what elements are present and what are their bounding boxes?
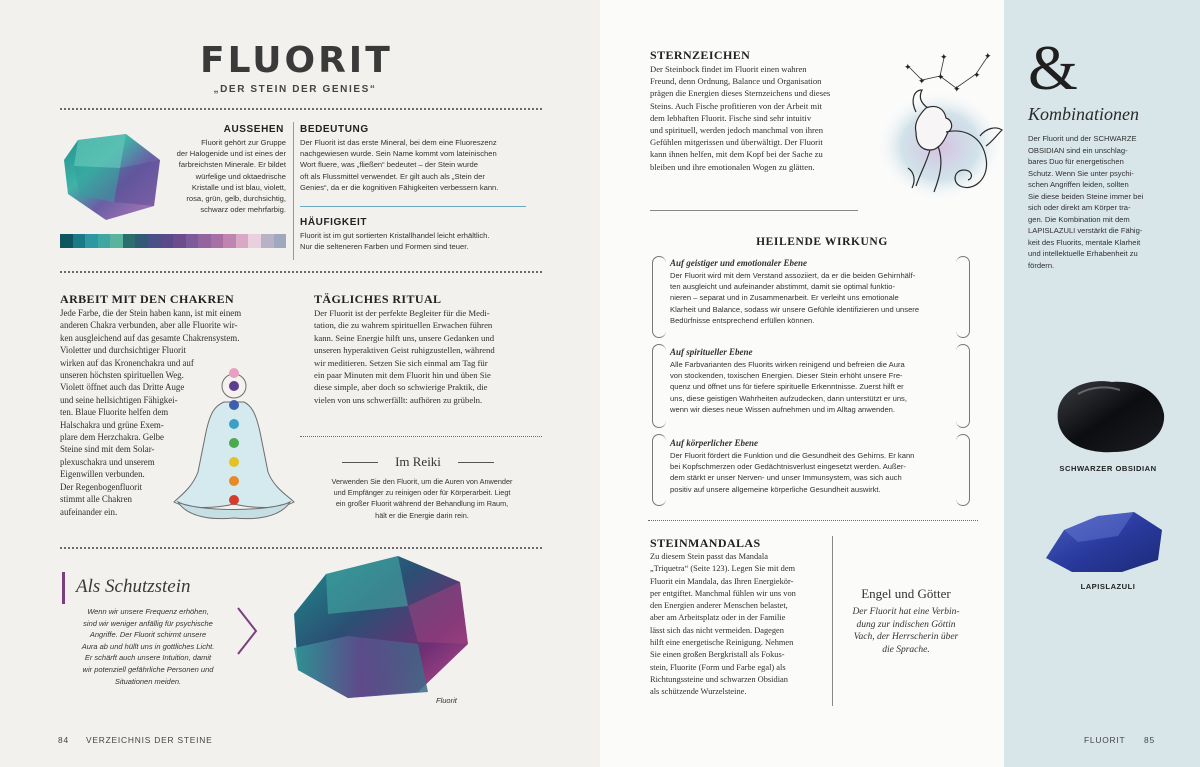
text-line: und Empfänger zu reinigen oder für Körperarbeit. Liegt xyxy=(333,488,511,498)
section-rule xyxy=(300,206,526,207)
text-line: Richtungssteine und schwarzen Obsidian xyxy=(650,674,788,684)
svg-text:✦: ✦ xyxy=(953,85,961,95)
text-line: hält er die Energie darin rein. xyxy=(375,510,469,520)
text-line: Eigenwillen verbunden. xyxy=(60,469,145,480)
meditation-figure-illustration xyxy=(168,362,298,530)
text-line: fördern. xyxy=(1028,260,1055,270)
color-swatch xyxy=(98,234,111,248)
sternzeichen-heading: STERNZEICHEN xyxy=(650,48,751,62)
chakra-dot xyxy=(229,495,239,505)
text-line: prägen die Energien dieses Sternzeichens und dieses xyxy=(650,88,831,99)
text-line: OBSIDIAN sind ein unschlag- xyxy=(1028,145,1128,155)
reiki-rule-right xyxy=(458,462,494,463)
text-line: Schutz. Wenn Sie unter psychi- xyxy=(1028,168,1134,178)
text-line: wir meditieren. Setzen Sie sich einmal am Tag für xyxy=(314,357,488,368)
text-line: Situationen meiden. xyxy=(114,676,182,686)
color-swatch xyxy=(186,234,199,248)
ritual-divider xyxy=(300,436,542,437)
text-line: und spirituell, werden jedoch manchmal von ihren xyxy=(650,125,824,136)
kombinationen-text xyxy=(1028,133,1188,271)
text-line: tation, die zu wahrem spirituellen Erwachen führen xyxy=(314,320,493,331)
text-line: positiv auf unsere allgemeine körperliche Gesundheit auswirkt. xyxy=(670,484,881,494)
text-line: bleiben und ihre emotionalen Wogen zu glätten. xyxy=(650,161,815,172)
heil-block-title: Auf geistiger und emotionaler Ebene xyxy=(670,258,808,268)
text-line: plexuschakra und unserem xyxy=(60,456,155,467)
chakra-dot xyxy=(229,438,239,448)
text-line: sind wir weniger anfällig für psychische xyxy=(83,618,213,628)
text-line: schwarz oder mehrfarbig. xyxy=(200,205,286,215)
capricorn-illustration xyxy=(856,46,1006,222)
text-line: Der Fluorit und der SCHWARZE xyxy=(1028,134,1137,143)
text-line: ein großer Fluorit während der Behandlung im Raum, xyxy=(335,499,509,509)
stone-label-lapislazuli: LAPISLAZULI xyxy=(1080,582,1136,591)
chevron-right-icon xyxy=(236,606,258,656)
text-line: oft als Flussmittel verwendet. Er gilt auch als „Stein der xyxy=(300,171,485,181)
text-line: stein, Fluorite (Form und Farbe egal) als xyxy=(650,662,786,672)
text-line: hilft eine energetische Reinigung. Nehmen xyxy=(650,638,794,648)
text-line: quenz und öffnet uns für tiefere spirituelle Erkenntnisse. Zuerst hilft er xyxy=(670,382,904,392)
color-swatch xyxy=(110,234,123,248)
text-line: Der Fluorit hat eine Verbin- xyxy=(852,607,960,617)
text-line: Fluorit ein Mandala, das Ihren Energiekör- xyxy=(650,576,794,586)
heil-block-title: Auf spiritueller Ebene xyxy=(670,347,753,357)
mandalas-text xyxy=(650,551,830,699)
text-line: Verwenden Sie den Fluorit, um die Auren von Anwender xyxy=(331,477,513,486)
text-line: Aura ab und hüllt uns in gottliches Licht. xyxy=(81,641,215,651)
svg-text:✦: ✦ xyxy=(984,52,992,62)
text-line: vielen von uns schwerfällt: aufhören zu grübeln. xyxy=(314,394,483,405)
text-line: aufeinander ein. xyxy=(60,506,118,517)
lapislazuli-stone-image xyxy=(1038,508,1168,574)
text-line: Gefühlen mitgerissen und überwältigt. Der Fluorit xyxy=(650,137,823,148)
sternzeichen-rule xyxy=(650,210,858,211)
text-line: aber am Arbeitsplatz oder in der Familie xyxy=(650,613,786,623)
text-line: Er schärft auch unsere Intuition, damit xyxy=(84,653,212,663)
text-line: Steins. Auch Fische profitieren von der Arbeit mit xyxy=(650,100,822,111)
svg-text:✦: ✦ xyxy=(904,63,912,73)
text-line: Sie diese beiden Steine immer bei xyxy=(1028,191,1144,201)
color-swatch xyxy=(261,234,274,248)
text-line: Zu diesem Stein passt das Mandala xyxy=(650,552,768,561)
hair-bun xyxy=(229,368,239,378)
text-line: Alle Farbvarianten des Fluorits wirken reinigend und befreien die Aura xyxy=(670,360,905,369)
heil-block-text xyxy=(670,270,960,326)
text-line: der Halogenide und ist eines der xyxy=(176,149,286,159)
text-line: Violett öffnet auch das Dritte Auge xyxy=(60,382,185,393)
text-line: Halschakra und grüne Exem- xyxy=(60,419,164,430)
section-divider xyxy=(648,520,978,521)
text-line: Der Regenbogenfluorit xyxy=(60,481,143,492)
text-line: wir potenziell gefährliche Personen und xyxy=(82,664,214,674)
chakra-dot xyxy=(229,400,239,410)
text-line: nachgewiesen wurde. Sein Name kommt vom lateinischen xyxy=(300,149,497,159)
color-swatch xyxy=(274,234,287,248)
text-line: Sie einen großen Bergkristall als Fokus- xyxy=(650,650,785,660)
text-line: als schützende Wurzelsteine. xyxy=(650,687,747,697)
text-line: dung zur indischen Göttin xyxy=(856,619,956,630)
reiki-rule-left xyxy=(342,462,378,463)
brace-left xyxy=(652,256,666,338)
engel-text xyxy=(838,606,974,656)
color-swatch-strip xyxy=(60,234,286,248)
color-swatch xyxy=(148,234,161,248)
text-line: Violetter und durchsichtiger Fluorit xyxy=(60,345,186,356)
text-line: Der Fluorit ist das erste Mineral, bei dem eine Fluoreszenz xyxy=(300,138,497,147)
svg-text:✦: ✦ xyxy=(973,71,981,81)
text-line: Genies“, da er die kognitiven Fähigkeiten verbessern kann. xyxy=(300,182,499,192)
text-line: keit des Fluorits, mentale Klarheit xyxy=(1028,237,1141,247)
fluorite-crystal-image xyxy=(60,132,170,222)
text-line: anderen Chakra verbunden, aber alle Fluorite wir- xyxy=(60,320,238,331)
text-line: Nur die selteneren Farben und Formen sind teuer. xyxy=(300,242,469,252)
stone-label-obsidian: SCHWARZER OBSIDIAN xyxy=(1059,464,1157,473)
text-line: farbreichsten Minerale. Er bildet xyxy=(178,160,286,170)
text-line: würfelige und oktaedrische xyxy=(195,171,286,181)
color-swatch xyxy=(236,234,249,248)
text-line: von stockenden, toxischen Energien. Dieser Stein erhöht unsere Fre- xyxy=(670,371,903,381)
text-line: ten. Blaue Fluorite helfen dem xyxy=(60,407,169,418)
text-line: die Sprache. xyxy=(882,644,930,655)
text-line: uns, diese geistigen Wahrheiten aufzudecken, dann unterstützt er uns, xyxy=(670,393,907,403)
chakra-dot xyxy=(229,457,239,467)
text-line: sich oder direkt am Körper tra- xyxy=(1028,203,1131,212)
sternzeichen-text xyxy=(650,63,866,173)
chakra-dot xyxy=(229,476,239,486)
column-divider xyxy=(293,122,294,260)
photo-caption: Fluorit xyxy=(436,696,457,705)
haeufigkeit-text xyxy=(300,230,530,252)
obsidian-stone-image xyxy=(1048,374,1168,456)
color-swatch xyxy=(123,234,136,248)
text-line: nieren – separat und in Zusammenarbeit. Er verleiht uns emotionale xyxy=(670,293,899,303)
color-swatch xyxy=(85,234,98,248)
running-footer: FLUORIT xyxy=(1084,735,1126,745)
ritual-text xyxy=(314,307,550,406)
svg-text:✦: ✦ xyxy=(937,73,945,83)
aussehen-text xyxy=(168,137,286,215)
text-line: Der Steinbock findet im Fluorit einen wahren xyxy=(650,64,807,74)
text-line: wirken auf das Kronenchakra und auf xyxy=(60,357,194,368)
reiki-heading: Im Reiki xyxy=(395,454,441,469)
text-line: Kristalle und ist blau, violett, xyxy=(191,182,286,192)
text-line: Wenn wir unsere Frequenz erhöhen, xyxy=(87,607,209,616)
text-line: per entgiftet. Manchmal fühlen wir uns von xyxy=(650,588,796,598)
text-line: LAPISLAZULI verstärkt die Fähig- xyxy=(1028,226,1143,235)
page-number: 85 xyxy=(1144,735,1155,745)
ampersand-ornament: & xyxy=(1028,32,1078,103)
color-swatch xyxy=(211,234,224,248)
heil-block-text xyxy=(670,450,960,495)
svg-text:✦: ✦ xyxy=(918,77,926,87)
text-line: unseren hyperaktiven Geist ruhigzustellen, während xyxy=(314,345,495,356)
text-line: „Triquetra“ (Seite 123). Legen Sie mit dem xyxy=(650,564,796,574)
chakra-dot xyxy=(229,381,239,391)
page-title: FLUORIT xyxy=(200,40,393,81)
text-line: plare dem Herzchakra. Gelbe xyxy=(60,432,164,443)
text-line: lässt sich das nicht vermeiden. Dagegen xyxy=(650,625,784,635)
chakra-dot xyxy=(229,419,239,429)
aussehen-heading: AUSSEHEN xyxy=(223,124,284,135)
page-number: 84 xyxy=(58,735,69,745)
running-footer: VERZEICHNIS DER STEINE xyxy=(86,735,213,745)
text-line: schen Angriffen leiden, sollten xyxy=(1028,180,1129,189)
section-divider xyxy=(60,271,542,273)
heilende-heading: HEILENDE WIRKUNG xyxy=(756,236,888,248)
ritual-heading: TÄGLICHES RITUAL xyxy=(314,292,442,306)
text-line: wenn wir dieses neue Wissen aufnehmen und im Alltag anwenden. xyxy=(670,404,895,414)
fluorite-photo xyxy=(288,552,484,702)
color-swatch xyxy=(198,234,211,248)
color-swatch xyxy=(135,234,148,248)
text-line: Der Fluorit ist der perfekte Begleiter für die Medi- xyxy=(314,308,490,318)
text-line: Bedürfnisse entsprechend erfüllen können. xyxy=(670,315,815,325)
text-line: und seine hellsichtigen Fähigkei- xyxy=(60,394,178,405)
color-swatch xyxy=(73,234,86,248)
text-line: dem stärkt er unser Nerven- und unser Immunsystem, was sich auch xyxy=(670,473,902,483)
text-line: ten ausgleicht und aufeinander abstimmt, damit sie optimal funktio- xyxy=(670,282,895,292)
schutz-bar xyxy=(62,572,65,604)
schutz-text xyxy=(60,606,236,687)
color-swatch xyxy=(223,234,236,248)
text-line: Vach, der Herrscherin über xyxy=(853,632,959,643)
heil-block-title: Auf körperlicher Ebene xyxy=(670,438,759,448)
text-line: ein paar Minuten mit dem Fluorit hin und üben Sie xyxy=(314,370,491,381)
bedeutung-text xyxy=(300,137,530,193)
text-line: Fluorit gehört zur Gruppe xyxy=(201,138,286,147)
color-swatch xyxy=(173,234,186,248)
text-line: dem lebhaften Fluorit. Fische sind sehr intuitiv xyxy=(650,112,812,123)
text-line: und intellektuelle Erhabenheit zu xyxy=(1028,249,1138,258)
reiki-text xyxy=(304,476,540,521)
text-line: Angriffe. Der Fluorit schirmt unsere xyxy=(89,630,207,640)
mandalas-heading: STEINMANDALAS xyxy=(650,536,761,550)
kombinationen-heading: Kombinationen xyxy=(1028,104,1139,124)
text-line: ken ausgleichend auf das gesamte Chakrensystem. xyxy=(60,332,240,343)
text-line: bares Duo für energetischen xyxy=(1028,157,1124,166)
page-subtitle: „DER STEIN DER GENIES“ xyxy=(213,84,377,95)
text-line: diese simple, aber doch so schwierige Praktik, die xyxy=(314,382,488,393)
text-line: unseren höchsten spirituellen Weg. xyxy=(60,370,184,381)
text-line: Der Fluorit fördert die Funktion und die Gesundheit des Gehirns. Er kann xyxy=(670,451,915,460)
text-line: kann. Seine Energie hilft uns, unsere Gedanken und xyxy=(314,332,495,343)
kombinationen-panel xyxy=(1004,0,1200,767)
text-line: kann ihnen helfen, mit dem Kopf bei der Sache zu xyxy=(650,149,823,160)
text-line: bei Kopfschmerzen oder Gedächtnisverlust eingesetzt werden. Außer- xyxy=(670,462,906,472)
title-divider xyxy=(60,108,542,110)
text-line: gen. Die Kombination mit dem xyxy=(1028,214,1130,224)
column-divider xyxy=(832,536,833,706)
color-swatch xyxy=(60,234,73,248)
brace-left xyxy=(652,434,666,506)
engel-heading: Engel und Götter xyxy=(861,586,951,601)
schutz-heading: Als Schutzstein xyxy=(76,576,191,597)
text-line: Klarheit und Balance, sodass wir unsere Gefühle identifizieren und unsere xyxy=(670,304,920,314)
text-line: stimmt alle Chakren xyxy=(60,494,132,505)
text-line: Jede Farbe, die der Stein haben kann, ist mit einem xyxy=(60,308,242,318)
chakren-heading: ARBEIT MIT DEN CHAKREN xyxy=(60,292,235,306)
color-swatch xyxy=(161,234,174,248)
color-swatch xyxy=(248,234,261,248)
svg-text:✦: ✦ xyxy=(940,53,948,63)
text-line: Freund, denn Ordnung, Balance und Organisation xyxy=(650,76,822,87)
text-line: Wort fluere, was „fließen“ bedeutet – der Stein wurde xyxy=(300,160,478,170)
heil-block-text xyxy=(670,359,960,415)
brace-left xyxy=(652,344,666,428)
text-line: Der Fluorit wird mit dem Verstand assoziiert, da er die beiden Gehirnhälf- xyxy=(670,271,916,280)
section-divider xyxy=(60,547,542,549)
text-line: Fluorit ist im gut sortierten Kristallhandel leicht erhältlich. xyxy=(300,231,490,240)
bedeutung-heading: BEDEUTUNG xyxy=(300,124,369,135)
text-line: rosa, grün, gelb, durchsichtig, xyxy=(186,194,286,204)
haeufigkeit-heading: HÄUFIGKEIT xyxy=(300,217,368,228)
text-line: den Energien anderer Menschen belastet, xyxy=(650,601,788,611)
text-line: Steine sind mit dem Solar- xyxy=(60,444,155,455)
